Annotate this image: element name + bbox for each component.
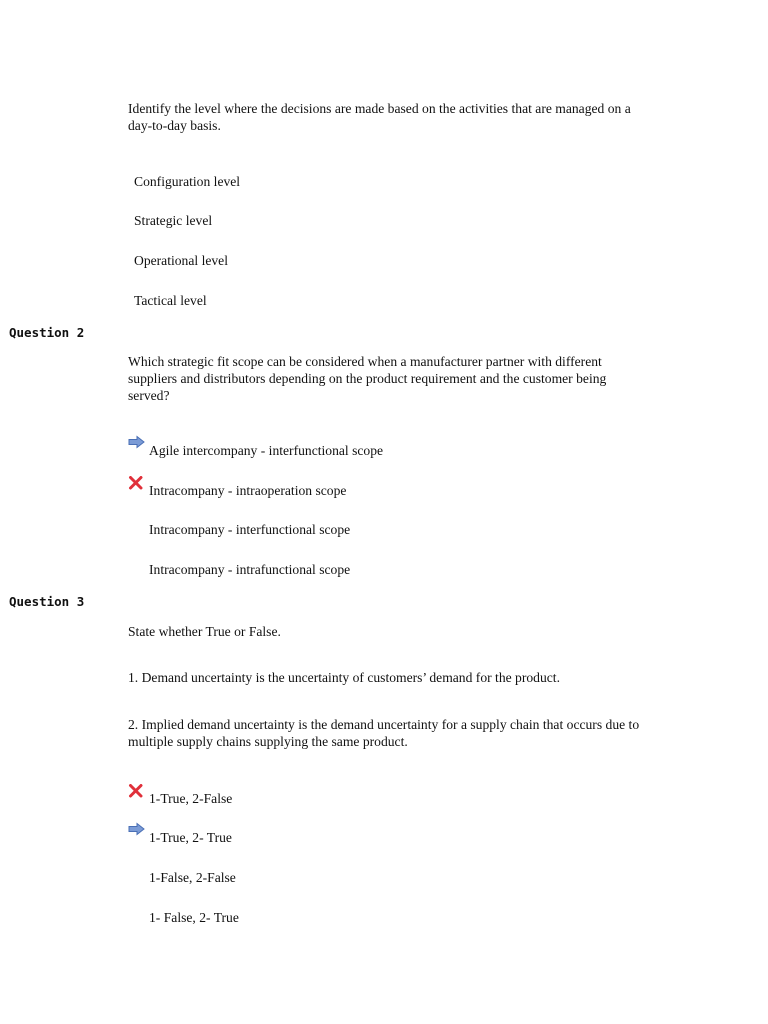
q3-option-false-false[interactable]: 1-False, 2-False <box>149 870 236 885</box>
question-3-heading: Question 3 <box>9 594 85 609</box>
q1-option-strategic[interactable]: Strategic level <box>134 213 213 228</box>
question-2-heading: Question 2 <box>9 325 85 340</box>
question-3-statement-2: 2. Implied demand uncertainty is the demand uncertainty for a supply chain that occurs due to multiple supply chains supplying the same product. <box>128 717 640 749</box>
q2-option-agile-intercompany[interactable]: Agile intercompany - interfunctional scope <box>149 443 384 458</box>
cross-icon <box>128 784 146 798</box>
question-2-prompt: Which strategic fit scope can be considered when a manufacturer partner with different suppliers and distributors depending on the product requirement and the customer being served? <box>128 354 607 403</box>
q2-option-interfunctional[interactable]: Intracompany - interfunctional scope <box>149 522 351 537</box>
cross-icon <box>128 476 146 490</box>
q2-option-intrafunctional[interactable]: Intracompany - intrafunctional scope <box>149 562 351 577</box>
question-3-instruction: State whether True or False. <box>128 624 281 639</box>
question-1-prompt: Identify the level where the decisions are made based on the activities that are managed on a day-to-day basis. <box>128 101 631 133</box>
q2-option-intraoperation[interactable]: Intracompany - intraoperation scope <box>149 483 347 498</box>
q1-option-tactical[interactable]: Tactical level <box>134 293 207 308</box>
arrow-icon <box>128 822 146 836</box>
q1-option-operational[interactable]: Operational level <box>134 253 228 268</box>
arrow-icon <box>128 435 146 449</box>
question-3-statement-1: 1. Demand uncertainty is the uncertainty of customers’ demand for the product. <box>128 670 560 685</box>
q3-option-false-true[interactable]: 1- False, 2- True <box>149 910 239 925</box>
q3-option-true-false[interactable]: 1-True, 2-False <box>149 791 233 806</box>
q1-option-configuration[interactable]: Configuration level <box>134 174 241 189</box>
q3-option-true-true[interactable]: 1-True, 2- True <box>149 830 232 845</box>
